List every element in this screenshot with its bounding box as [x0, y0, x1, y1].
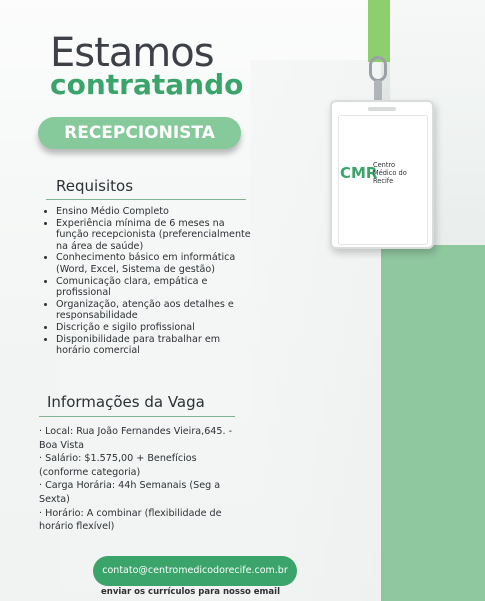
info-list — [39, 425, 239, 534]
cmr-logo-text: Centro Médico do Recife — [373, 161, 407, 185]
list-item: • Comunicação clara, empática e profissional — [56, 276, 256, 299]
headline-line2: contratando — [50, 68, 244, 101]
headline-line1: Estamos — [50, 30, 214, 76]
cmr-logo-mark: CMR — [340, 164, 378, 182]
contact-note: enviar os currículos para nosso email — [101, 587, 280, 597]
list-item: • Experiência mínima de 6 meses na função recepcionista (preferencialmente na área de saúde) — [56, 218, 256, 253]
list-item: · Horário: A combinar (flexibilidade de horário flexível) — [39, 507, 222, 533]
lanyard-clip-icon — [369, 56, 387, 82]
list-item: · Local: Rua João Fernandes Vieira,645. - Boa Vista — [39, 426, 233, 451]
lanyard-hook-icon — [374, 80, 382, 102]
list-item: • Ensino Médio Completo — [56, 206, 256, 218]
lanyard-strap — [368, 0, 390, 62]
green-accent-panel — [381, 245, 485, 601]
list-item: · Salário: $1.575,00 + Benefícios (conforme categoria) — [39, 453, 197, 478]
info-title: Informações da Vaga — [47, 393, 205, 411]
contact-email-button[interactable]: contato@centromedicodorecife.com.br — [93, 556, 297, 586]
badge-slot — [368, 107, 396, 111]
requirements-title: Requisitos — [56, 177, 134, 195]
list-item: • Discrição e sigilo profissional — [56, 322, 256, 334]
list-item: · Carga Horária: 44h Semanais (Seg a Sexta) — [39, 480, 221, 505]
list-item: • Disponibilidade para trabalhar em horário comercial — [56, 334, 256, 357]
info-divider — [39, 416, 235, 417]
job-title-pill: RECEPCIONISTA — [38, 117, 241, 149]
list-item: • Conhecimento básico em informática (Word, Excel, Sistema de gestão) — [56, 252, 256, 275]
list-item: • Organização, atenção aos detalhes e responsabilidade — [56, 299, 256, 322]
requirements-list — [46, 206, 256, 357]
requirements-divider — [46, 199, 246, 200]
